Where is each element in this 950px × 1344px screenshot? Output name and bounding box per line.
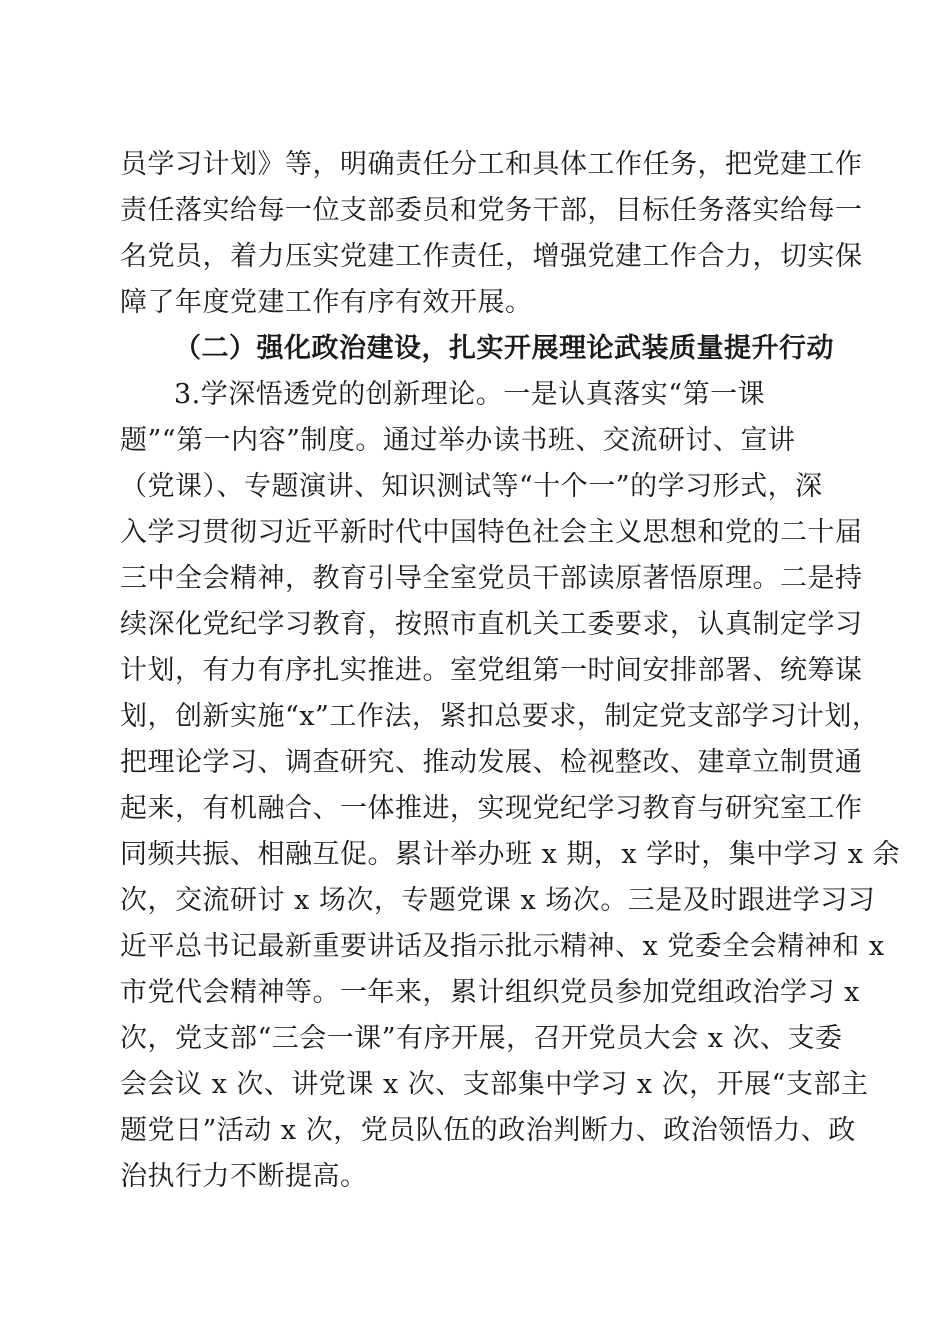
body-text-line: 治执行力不断提高。 — [120, 1161, 368, 1192]
body-text-line: 划，创新实施“x”工作法，紧扣总要求，制定党支部学习计划， — [120, 701, 880, 732]
body-text-line: 三中全会精神，教育引导全室党员干部读原著悟原理。二是持 — [120, 563, 863, 594]
body-text-line: 入学习贯彻习近平新时代中国特色社会主义思想和党的二十届 — [120, 517, 863, 548]
body-text-line: 题党日”活动 x 次，党员队伍的政治判断力、政治领悟力、政 — [120, 1115, 856, 1146]
body-text-line: 续深化党纪学习教育，按照市直机关工委要求，认真制定学习 — [120, 609, 863, 640]
body-text-line: 次，党支部“三会一课”有序开展，召开党员大会 x 次、支委 — [120, 1023, 843, 1054]
body-text-line: 次，交流研讨 x 场次，专题党课 x 场次。三是及时跟进学习习 — [120, 885, 876, 916]
body-text-line: 题”“第一内容”制度。通过举办读书班、交流研讨、宣讲 — [120, 425, 796, 456]
body-text-line: 起来，有机融合、一体推进，实现党纪学习教育与研究室工作 — [120, 793, 863, 824]
body-text-line: 名党员，着力压实党建工作责任，增强党建工作合力，切实保 — [120, 241, 863, 272]
body-text-line: 员学习计划》等，明确责任分工和具体工作任务，把党建工作 — [120, 149, 863, 180]
body-text-line: 障了年度党建工作有序有效开展。 — [120, 287, 533, 318]
body-text-line: 计划，有力有序扎实推进。室党组第一时间安排部署、统筹谋 — [120, 655, 863, 686]
section-heading: （二）强化政治建设，扎实开展理论武装质量提升行动 — [174, 333, 834, 364]
body-text-line: 会会议 x 次、讲党课 x 次、支部集中学习 x 次，开展“支部主 — [120, 1069, 869, 1100]
body-text-line: 把理论学习、调查研究、推动发展、检视整改、建章立制贯通 — [120, 747, 863, 778]
body-text-line: 责任落实给每一位支部委员和党务干部，目标任务落实给每一 — [120, 195, 863, 226]
body-text-line: 同频共振、相融互促。累计举办班 x 期，x 学时，集中学习 x 余 — [120, 839, 901, 870]
body-text-line: （党课）、专题演讲、知识测试等“十个一”的学习形式，深 — [120, 471, 823, 502]
body-text-line: 近平总书记最新重要讲话及指示批示精神、x 党委全会精神和 x — [120, 931, 885, 962]
body-text-line: 市党代会精神等。一年来，累计组织党员参加党组政治学习 x — [120, 977, 860, 1008]
paragraph-first-line: 3.学深悟透党的创新理论。一是认真落实“第一课 — [174, 379, 766, 410]
